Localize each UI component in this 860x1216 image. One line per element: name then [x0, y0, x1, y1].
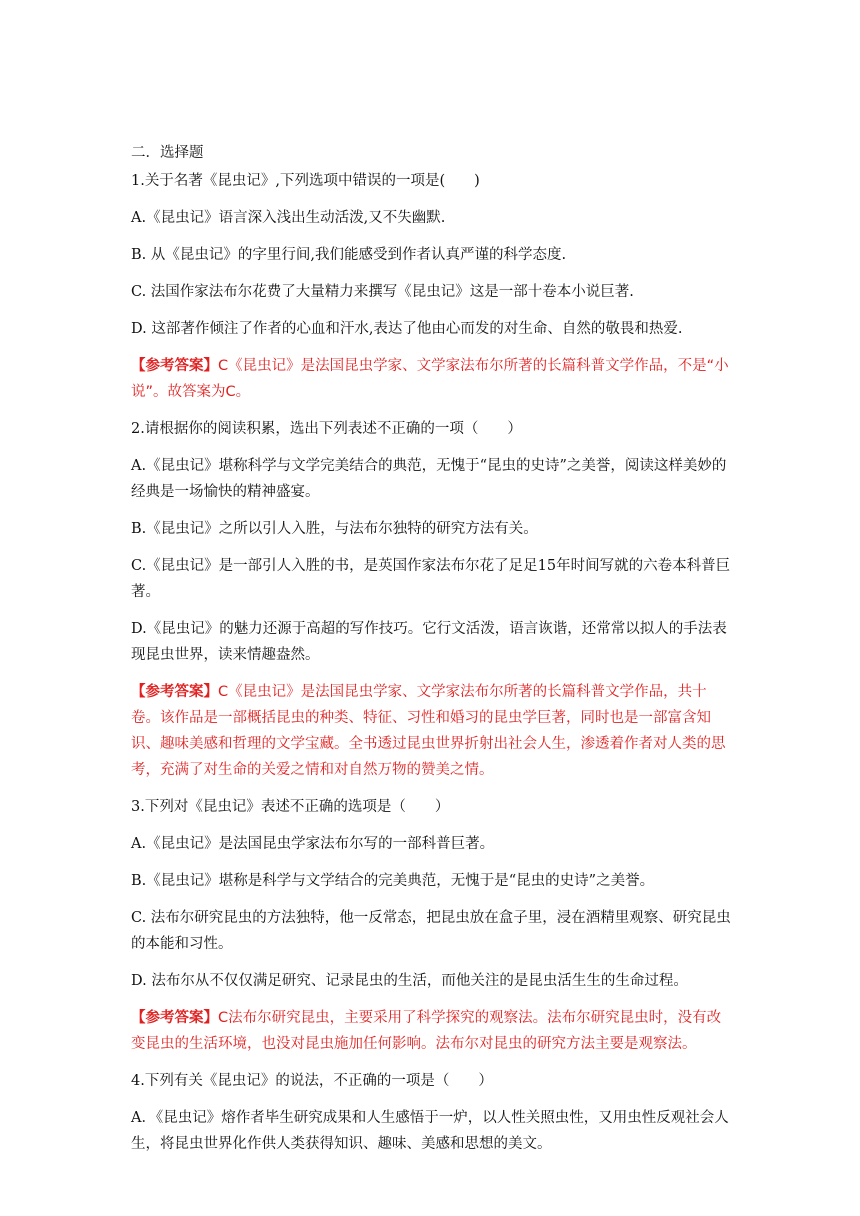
option-d: D.《昆虫记》的魅力还源于高超的写作技巧。它行文活泼，语言诙谐，还常常以拟人的手法表现昆虫世界，读来情趣盎然。 — [131, 621, 727, 663]
answer-tag: 【参考答案】 — [131, 1009, 218, 1026]
section-title: 二．选择题 — [131, 145, 204, 161]
answer-block — [131, 353, 731, 405]
question-stem: 3.下列对《昆虫记》表述不正确的选项是（ ） — [131, 799, 450, 815]
option-d: D. 这部著作倾注了作者的心血和汗水,表达了他由心而发的对生命、自然的敬畏和热爱. — [131, 321, 683, 337]
option-a: A．《昆虫记》熔作者毕生研究成果和人生感悟于一炉，以人性关照虫性，又用虫性反观社会人生，将昆虫世界化作供人类获得知识、趣味、美感和思想的美文。 — [131, 1110, 729, 1152]
option-b: B.《昆虫记》之所以引人入胜，与法布尔独特的研究方法有关。 — [131, 521, 538, 537]
question-stem: 1.关于名著《昆虫记》,下列选项中错误的一项是( ) — [131, 173, 480, 189]
option-c: C.《昆虫记》是一部引人入胜的书，是英国作家法布尔花了足足15年时间写就的六卷本科普巨著。 — [131, 558, 731, 600]
question-stem: 2.请根据你的阅读积累，选出下列表述不正确的一项（ ） — [131, 421, 522, 437]
answer-text: C《昆虫记》是法国昆虫学家、文学家法布尔所著的长篇科普文学作品，共十卷。该作品是一部概括昆虫的种类、特征、习性和婚习的昆虫学巨著，同时也是一部富含知识、趣味美感和哲理的文学宝藏。全书透过昆虫世界折射出社会人生，渗透着作者对人类的思考，充满了对生命的关爱之情和对自然万物的赞美之情。 — [131, 684, 726, 778]
option-a: A.《昆虫记》是法国昆虫学家法布尔写的一部科普巨著。 — [131, 836, 495, 852]
option-a: A.《昆虫记》堪称科学与文学完美结合的典范，无愧于“昆虫的史诗”之美誉，阅读这样美妙的经典是一场愉快的精神盛宴。 — [131, 458, 727, 500]
answer-block — [131, 679, 731, 783]
option-b: B. 从《昆虫记》的字里行间,我们能感受到作者认真严谨的科学态度. — [131, 247, 567, 263]
option-a: A.《昆虫记》语言深入浅出生动活泼,又不失幽默. — [131, 210, 446, 226]
question-stem: 4.下列有关《昆虫记》的说法，不正确的一项是（ ） — [131, 1073, 493, 1089]
option-b: B.《昆虫记》堪称是科学与文学结合的完美典范，无愧于是“昆虫的史诗”之美誉。 — [131, 873, 655, 889]
option-c: C. 法国作家法布尔花费了大量精力来撰写《昆虫记》这是一部十卷本小说巨著. — [131, 284, 634, 300]
option-d: D. 法布尔从不仅仅满足研究、记录昆虫的生活，而他关注的是昆虫活生生的生命过程。 — [131, 973, 688, 989]
option-c: C. 法布尔研究昆虫的方法独特，他一反常态，把昆虫放在盒子里，浸在酒精里观察、研究昆虫的本能和习性。 — [131, 910, 731, 952]
document-page — [131, 140, 731, 1168]
answer-block — [131, 1005, 731, 1057]
answer-text: C《昆虫记》是法国昆虫学家、文学家法布尔所著的长篇科普文学作品，不是“小说”。故答案为C。 — [131, 358, 729, 400]
answer-text: C法布尔研究昆虫，主要采用了科学探究的观察法。法布尔研究昆虫时，没有改变昆虫的生活环境，也没对昆虫施加任何影响。法布尔对昆虫的研究方法主要是观察法。 — [131, 1010, 722, 1052]
answer-tag: 【参考答案】 — [131, 683, 218, 700]
answer-tag: 【参考答案】 — [131, 357, 218, 374]
